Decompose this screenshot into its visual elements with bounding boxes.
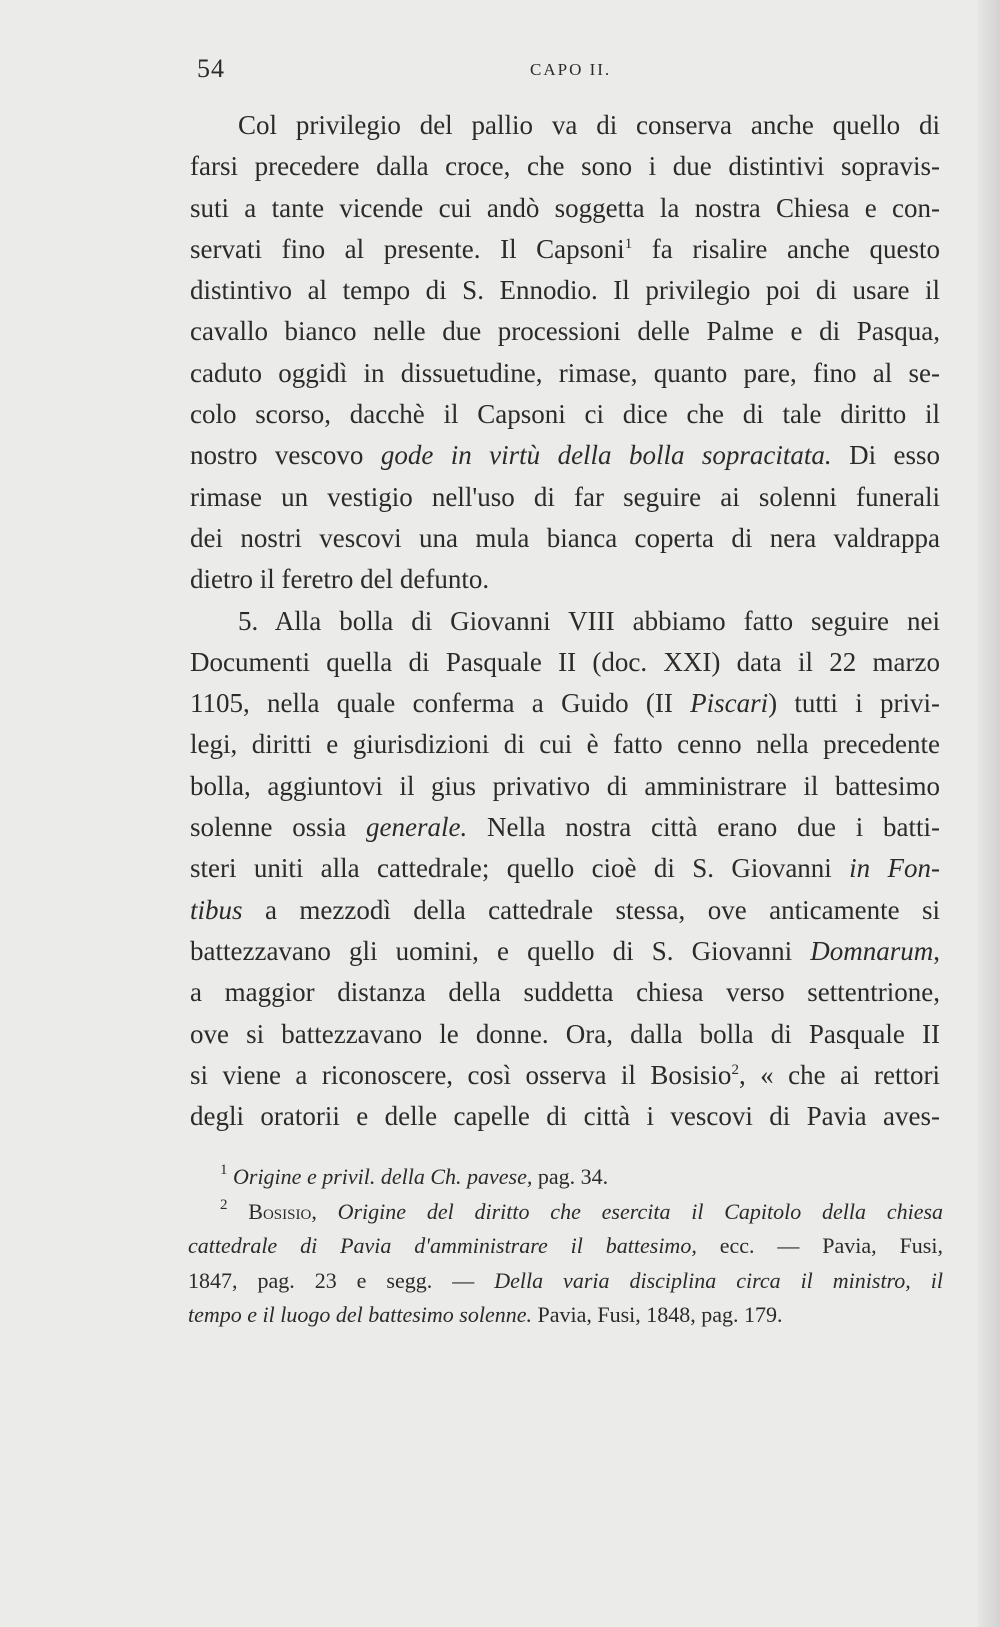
text-line: farsi precedere dalla croce, che sono i due distintivi sopravis- — [190, 151, 940, 182]
text-line: bolla, aggiuntovi il gius privativo di amministrare il battesimo — [190, 770, 940, 801]
page-header — [197, 54, 937, 94]
running-head: CAPO II. — [530, 60, 612, 79]
text-line: servati fino al presente. Il Capsoni$^1$ fa risalire anche questo — [190, 233, 940, 264]
text-line: Documenti quella di Pasquale II (doc. XXI) data il 22 marzo — [190, 646, 940, 677]
text-line: cavallo bianco nelle due processioni delle Palme e di Pasqua, — [190, 316, 940, 347]
footnotes — [188, 1160, 943, 1333]
text-line: caduto oggidì in dissuetudine, rimase, quanto pare, fino al se- — [190, 357, 940, 388]
text-line: suti a tante vicende cui andò soggetta la nostra Chiesa e con- — [190, 192, 940, 223]
text-line: colo scorso, dacchè il Capsoni ci dice che di tale diritto il — [190, 399, 940, 430]
text-line: 1105, nella quale conferma a Guido (II Piscari) tutti i privi- — [190, 688, 941, 719]
text-line: ove si battezzavano le donne. Ora, dalla bolla di Pasquale II — [190, 1018, 940, 1049]
footnote-ref-1: 1 — [624, 235, 633, 252]
text-line: dietro il feretro del defunto. — [190, 564, 490, 595]
text-line: battezzavano gli uomini, e quello di S. Giovanni Domnarum, — [190, 935, 940, 966]
text-line: Col privilegio del pallio va di conserva anche quello di — [238, 110, 940, 140]
footnote-1: $^1$ Origine e privil. della Ch. pavese, pag. 34. — [220, 1162, 609, 1189]
text-line: degli oratorii e delle capelle di città i vescovi di Pavia aves- — [190, 1101, 940, 1132]
text-line: steri uniti alla cattedrale; quello cioè di S. Giovanni in Fon- — [190, 853, 940, 884]
footnote-ref-2: 2 — [731, 1061, 739, 1078]
page-number: 54 — [197, 54, 225, 83]
main-text — [190, 105, 940, 1137]
footnote-2-line: 1847, pag. 23 e segg. — Della varia disciplina circa il ministro, il — [188, 1267, 943, 1293]
text-line: rimase un vestigio nell'uso di far seguire ai solenni funerali — [190, 481, 940, 512]
text-line: tibus a mezzodì della cattedrale stessa, ove anticamente si — [190, 894, 940, 925]
page-edge-shadow — [978, 0, 1000, 1627]
footnote-2-line: tempo e il luogo del battesimo solenne. Pavia, Fusi, 1848, pag. 179. — [188, 1302, 783, 1327]
text-line: solenne ossia generale. Nella nostra città erano due i batti- — [190, 812, 940, 843]
text-line: si viene a riconoscere, così osserva il Bosisio$^2$, « che ai rettori — [190, 1059, 940, 1090]
text-line: nostro vescovo gode in virtù della bolla sopracitata. Di esso — [190, 440, 940, 471]
text-line: distintivo al tempo di S. Ennodio. Il privilegio poi di usare il — [190, 275, 940, 306]
text-line: dei nostri vescovi una mula bianca coperta di nera valdrappa — [190, 522, 940, 553]
text-line: legi, diritti e giurisdizioni di cui è fatto cenno nella precedente — [190, 729, 940, 760]
text-line: a maggior distanza della suddetta chiesa verso settentrione, — [190, 977, 940, 1008]
text-line: 5. Alla bolla di Giovanni VIII abbiamo fatto seguire nei — [238, 605, 940, 636]
footnote-2-line: cattedrale di Pavia d'amministrare il battesimo, ecc. — Pavia, Fusi, — [188, 1233, 943, 1258]
footnote-2: $^2$ Bosisio, Origine del diritto che esercita il Capitolo della chiesa — [220, 1196, 944, 1224]
